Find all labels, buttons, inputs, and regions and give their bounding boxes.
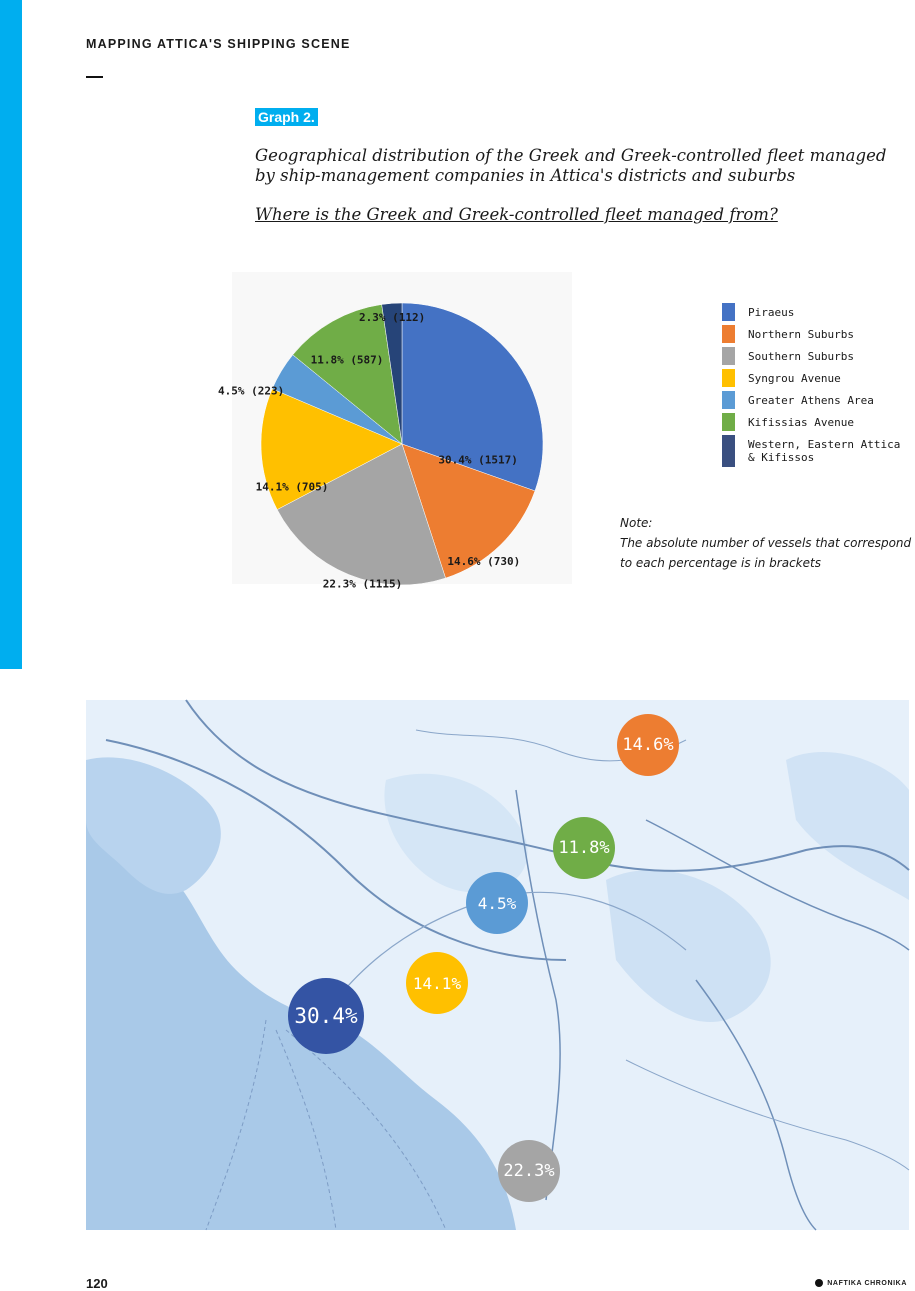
pie-data-label: 30.4% (1517) (438, 453, 518, 467)
legend-label: Piraeus (748, 306, 795, 319)
graph-tag: Graph 2. (255, 108, 318, 126)
legend-item (722, 413, 908, 431)
legend-item (722, 391, 908, 409)
pie-data-label: 2.3% (112) (359, 311, 426, 325)
section-header: MAPPING ATTICA'S SHIPPING SCENE (86, 37, 351, 51)
attica-map (86, 700, 909, 1230)
pie-data-label: 14.6% (730) (447, 555, 521, 569)
legend-label: Kifissias Avenue (748, 416, 854, 429)
map-background (86, 700, 909, 1230)
map-bubble: 22.3% (498, 1140, 560, 1202)
graph-subtitle: Where is the Greek and Greek-controlled fleet managed from? (255, 205, 778, 224)
legend-swatch (722, 391, 735, 409)
legend-swatch (722, 303, 735, 321)
chart-legend (722, 303, 908, 471)
pie-data-label: 4.5% (223) (218, 384, 285, 398)
graph-title: Geographical distribution of the Greek and Greek-controlled fleet managed by ship-management companies in Attica's districts and suburbs (255, 146, 887, 185)
legend-label: Northern Suburbs (748, 328, 854, 341)
footer-brand (815, 1279, 907, 1287)
side-accent-bar (0, 0, 22, 669)
header-rule (86, 76, 103, 78)
legend-swatch (722, 369, 735, 387)
chart-note (620, 513, 915, 573)
legend-item (722, 325, 908, 343)
legend-item (722, 303, 908, 321)
legend-label: Southern Suburbs (748, 350, 854, 363)
map-bubble: 4.5% (466, 872, 528, 934)
pie-data-label: 14.1% (705) (255, 480, 329, 494)
pie-chart-svg (218, 272, 572, 591)
legend-label: Syngrou Avenue (748, 372, 841, 385)
legend-item (722, 347, 908, 365)
legend-item (722, 369, 908, 387)
brand-name: NAFTIKA CHRONIKA (827, 1279, 907, 1287)
legend-swatch (722, 413, 735, 431)
pie-data-label: 22.3% (1115) (322, 577, 403, 591)
legend-item (722, 435, 908, 467)
map-bubble: 30.4% (288, 978, 364, 1054)
note-text: The absolute number of vessels that correspond to each percentage is in brackets (620, 536, 912, 570)
legend-swatch (722, 347, 735, 365)
legend-label: Western, Eastern Attica & Kifissos (748, 438, 901, 464)
map-bubble: 14.1% (406, 952, 468, 1014)
legend-swatch (722, 435, 735, 467)
brand-logo-icon (815, 1279, 823, 1287)
map-bubble: 11.8% (553, 817, 615, 879)
legend-swatch (722, 325, 735, 343)
map-bubble: 14.6% (617, 714, 679, 776)
page-number: 120 (86, 1276, 108, 1291)
pie-data-label: 11.8% (587) (310, 353, 384, 367)
legend-label: Greater Athens Area (748, 394, 874, 407)
note-heading: Note: (620, 516, 653, 530)
pie-chart (218, 272, 572, 591)
